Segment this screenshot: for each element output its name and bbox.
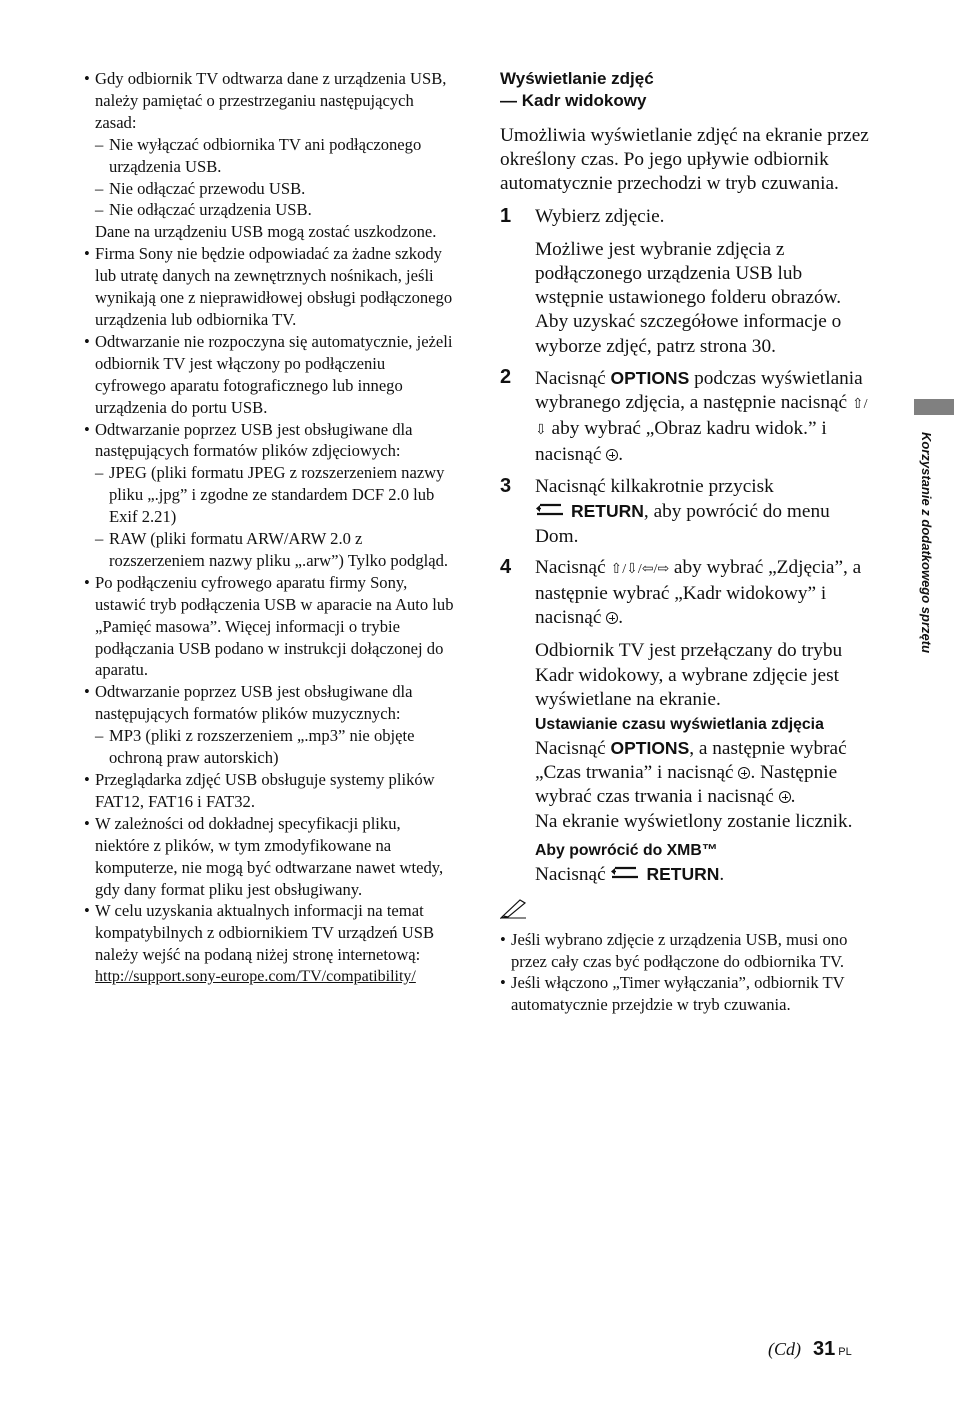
step-number: 3 <box>500 474 512 497</box>
enter-circle-icon <box>606 612 618 624</box>
step-number: 1 <box>500 204 512 227</box>
dash-item: – Nie odłączać urządzenia USB. <box>95 199 456 221</box>
page-number: 31 <box>813 1338 836 1360</box>
text-run: , a następnie wybrać „Czas trwania” i nacisnąć <box>535 737 847 784</box>
bullet-text: • Gdy odbiornik TV odtwarza dane z urządzenia USB, należy pamiętać o przestrzeganiu następujących zasad: <box>95 69 447 132</box>
return-button-label: RETURN <box>646 863 720 884</box>
text-run: . <box>618 607 624 629</box>
step-4 <box>500 556 870 888</box>
step-text <box>535 475 870 549</box>
language-code: PL <box>838 1346 852 1358</box>
step-2 <box>500 366 870 468</box>
text-run: aby wybrać „Zdjęcia”, a następnie wybrać „Kadr widokowy” i nacisnąć <box>535 556 862 629</box>
bullet-autoplay: • Odtwarzanie nie rozpoczyna się automatycznie, jeżeli odbiornik TV jest włączony po podłączeniu cyfrowego aparatu fotograficznego lub innego urządzenia do portu USB. <box>84 331 456 419</box>
text-run: Nacisnąć <box>535 556 611 578</box>
bullet-text: • W celu uzyskania aktualnych informacji na temat kompatybilnych z odbiornikiem TV urządzeń USB należy wejść na podaną niżej stronę internetową: <box>95 901 435 965</box>
four-way-arrows-icon: ⇧/⇩/⇦/⇨ <box>610 561 670 577</box>
notes-list <box>500 929 870 1017</box>
text-run: aby wybrać „Obraz kadru widok.” i nacisnąć <box>535 418 827 466</box>
bullet-usb-rules <box>84 68 456 243</box>
step-text: Wybierz zdjęcie. <box>535 205 665 227</box>
bullet-music-formats <box>84 681 456 769</box>
bullet-sony-liability: • Firma Sony nie będzie odpowiadać za żadne szkody lub utratę danych na zewnętrznych nośnikach, jeśli wynikają one z nieprawidłowej obsługi podłączonego urządzenia lub odbiornika TV. <box>84 243 456 331</box>
subsection-text <box>535 736 870 834</box>
text-run: . <box>790 786 796 808</box>
subsection-title: Aby powrócić do XMB™ <box>535 841 718 859</box>
bullet-sony-camera: • Po podłączeniu cyfrowego aparatu firmy Sony, ustawić tryb podłączenia USB w aparacie na Auto lub „Pamięć masowa”. Więcej informacji o trybie podłączania USB podano w instrukcji dołączonej do aparatu. <box>84 572 456 682</box>
note-item: • Jeśli wybrano zdjęcie z urządzenia USB, musi ono przez cały czas być podłączone do odbiornika TV. <box>500 929 870 973</box>
step-number: 2 <box>500 365 512 388</box>
text-run: podczas wyświetlania wybranego zdjęcia, a następnie nacisnąć <box>535 367 863 414</box>
bullet-text: • Odtwarzanie poprzez USB jest obsługiwane dla następujących formatów plików zdjęciowych: <box>95 419 413 461</box>
text-run: . <box>719 863 725 885</box>
section-title-line2: — Kadr widokowy <box>500 91 647 110</box>
step-text <box>535 366 870 468</box>
bullet-compat-info <box>84 900 456 988</box>
note-pencil-icon <box>500 897 870 926</box>
text-run: Nacisnąć <box>535 737 611 759</box>
step-detail: Możliwe jest wybranie zdjęcia z podłączonego urządzenia USB lub wstępnie ustawionego folderu obrazów. Aby uzyskać szczegółowe informacje o wyborze zdjęć, patrz strona 30. <box>535 238 842 357</box>
chapter-tab-marker <box>914 399 954 415</box>
compatibility-link[interactable]: http://support.sony-europe.com/TV/compatibility/ <box>95 968 416 986</box>
continued-label: (Cd) <box>768 1339 801 1359</box>
note-item: • Jeśli włączono „Timer wyłączania”, odbiornik TV automatycznie przejdzie w tryb czuwania. <box>500 972 870 1016</box>
text-run: . <box>618 444 624 466</box>
up-down-arrows-icon: ⇧/⇩ <box>535 397 868 439</box>
step-number: 4 <box>500 555 512 578</box>
left-column <box>84 68 456 988</box>
text-run: , aby powrócić do menu Dom. <box>535 500 830 547</box>
chapter-tab-label: Korzystanie z dodatkowego sprzętu <box>919 432 934 654</box>
return-icon <box>535 500 565 524</box>
enter-circle-icon <box>779 791 791 803</box>
enter-circle-icon <box>606 449 618 461</box>
bullet-tail: Dane na urządzeniu USB mogą zostać uszkodzone. <box>95 222 437 242</box>
return-icon <box>610 863 640 887</box>
page-footer <box>768 1338 852 1361</box>
subsection-title: Ustawianie czasu wyświetlania zdjęcia <box>535 715 824 733</box>
dash-item: – MP3 (pliki z rozszerzeniem „.mp3” nie objęte ochroną praw autorskich) <box>95 725 456 769</box>
bullet-file-spec: • W zależności od dokładnej specyfikacji pliku, niektóre z plików, w tym zmodyfikowane na komputerze, nie mogą być odtwarzane nawet wtedy, gdy dany format pliku jest obsługiwany. <box>84 813 456 901</box>
text-run: Nacisnąć <box>535 367 611 389</box>
step-detail: Odbiornik TV jest przełączany do trybu Kadr widokowy, a wybrane zdjęcie jest wyświetlane na ekranie. <box>535 640 843 710</box>
dash-item: – Nie wyłączać odbiornika TV ani podłączonego urządzenia USB. <box>95 134 456 178</box>
bullet-filesystems: • Przeglądarka zdjęć USB obsługuje systemy plików FAT12, FAT16 i FAT32. <box>84 769 456 813</box>
step-3 <box>500 475 870 549</box>
text-run: Na ekranie wyświetlony zostanie licznik. <box>535 810 853 832</box>
subsection-text <box>535 862 870 888</box>
options-button-label: OPTIONS <box>610 737 690 758</box>
dash-item: – Nie odłączać przewodu USB. <box>95 178 456 200</box>
intro-text: Umożliwia wyświetlanie zdjęć na ekranie przez określony czas. Po jego upływie odbiornik automatycznie przechodzi w tryb czuwania. <box>500 125 869 195</box>
enter-circle-icon <box>738 767 750 779</box>
dash-item: – JPEG (pliki formatu JPEG z rozszerzeniem nazwy pliku „.jpg” i zgodne ze standardem DCF 2.0 lub Exif 2.21) <box>95 462 456 528</box>
text-run: . Następnie wybrać czas trwania i nacisnąć <box>535 762 838 808</box>
right-column <box>500 68 870 1016</box>
section-title <box>500 68 870 112</box>
bullet-text: • Odtwarzanie poprzez USB jest obsługiwane dla następujących formatów plików muzycznych: <box>95 682 413 724</box>
section-title-line1: Wyświetlanie zdjęć <box>500 69 654 88</box>
step-text <box>535 556 870 631</box>
dash-item: – RAW (pliki formatu ARW/ARW 2.0 z rozszerzeniem nazwy pliku „.arw”) Tylko podgląd. <box>95 528 456 572</box>
step-1 <box>500 205 870 359</box>
bullet-photo-formats <box>84 419 456 572</box>
options-button-label: OPTIONS <box>610 367 690 388</box>
text-run: Nacisnąć <box>535 863 611 885</box>
return-button-label: RETURN <box>571 500 644 521</box>
text-run: Nacisnąć kilkakrotnie przycisk <box>535 475 774 497</box>
